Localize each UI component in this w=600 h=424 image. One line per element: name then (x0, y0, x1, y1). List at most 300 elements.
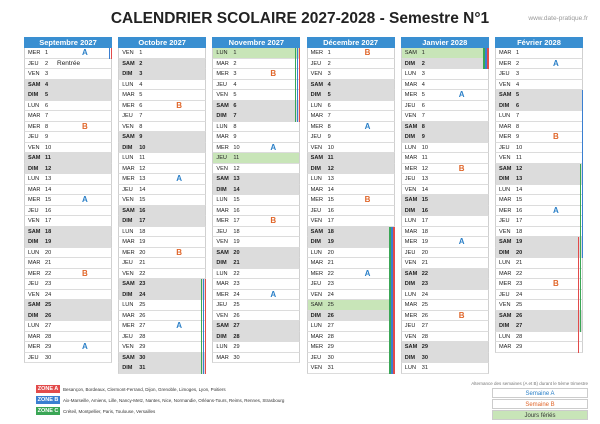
zone-academies: Créteil, Montpellier, Paris, Toulouse, Versailles (63, 408, 156, 414)
day-row (212, 311, 300, 322)
day-name: LUN (404, 291, 416, 298)
day-name: MER (310, 50, 324, 56)
week-marker: B (176, 100, 182, 110)
day-name: LUN (28, 176, 40, 182)
day-name: DIM (404, 354, 416, 361)
day-row (118, 80, 206, 91)
day-row (212, 69, 300, 80)
day-row (401, 353, 489, 364)
day-row (307, 300, 395, 311)
day-name: MER (499, 207, 512, 214)
day-row (212, 48, 300, 59)
day-number: 4 (45, 81, 49, 88)
week-marker: A (82, 48, 88, 57)
day-row (401, 59, 489, 70)
day-number: 8 (421, 123, 425, 130)
day-name: DIM (216, 333, 227, 340)
day-name: JEU (216, 302, 227, 308)
zone-academies: Aix-Marseille, Amiens, Lille, Nancy-Metz, Nantes, Nice, Normandie, Orléans-Tours, Reims, Rennes, Strasbourg (63, 397, 285, 403)
day-row (495, 290, 583, 301)
day-number: 26 (139, 312, 146, 319)
day-name: MAR (499, 197, 512, 203)
vacation-bar (578, 237, 580, 353)
day-name: MAR (216, 60, 229, 67)
day-number: 27 (327, 323, 334, 329)
day-name: JEU (216, 228, 227, 235)
day-number: 22 (45, 270, 52, 277)
day-name: LUN (216, 270, 228, 277)
day-row (401, 332, 489, 343)
day-number: 15 (516, 197, 523, 203)
day-row (118, 258, 206, 269)
day-row (307, 143, 395, 154)
day-number: 30 (233, 354, 240, 361)
day-number: 29 (327, 344, 334, 350)
day-number: 24 (516, 291, 523, 298)
day-row (212, 153, 300, 164)
day-name: LUN (404, 218, 416, 224)
day-number: 3 (327, 71, 331, 77)
day-row (24, 279, 112, 290)
day-name: VEN (28, 144, 40, 151)
day-name: LUN (122, 302, 134, 308)
week-marker: B (458, 310, 465, 320)
day-number: 27 (45, 323, 52, 329)
day-name: DIM (28, 92, 39, 98)
day-row (212, 248, 300, 259)
day-number: 4 (139, 81, 143, 88)
day-row (212, 122, 300, 133)
zone-academies: Besançon, Bordeaux, Clermont-Ferrand, Dijon, Grenoble, Limoges, Lyon, Poitiers (63, 386, 226, 392)
site-url[interactable]: www.date-pratique.fr (528, 15, 588, 22)
day-row (307, 111, 395, 122)
day-row (24, 216, 112, 227)
day-row (24, 111, 112, 122)
vacation-bar (485, 48, 487, 69)
day-number: 23 (45, 281, 52, 287)
day-number: 26 (45, 312, 52, 319)
day-name: JEU (404, 249, 416, 256)
day-name: SAM (499, 239, 512, 245)
day-name: MAR (310, 333, 324, 340)
day-name: VEN (216, 312, 228, 319)
day-row (401, 132, 489, 143)
day-row (118, 216, 206, 227)
day-row (307, 290, 395, 301)
day-row (118, 300, 206, 311)
day-name: DIM (28, 165, 39, 172)
day-number: 22 (516, 270, 523, 277)
day-number: 10 (45, 144, 52, 151)
day-row (24, 143, 112, 154)
day-number: 15 (139, 197, 146, 203)
day-name: MAR (216, 134, 229, 140)
day-number: 5 (233, 92, 237, 98)
day-row (495, 258, 583, 269)
day-row (401, 80, 489, 91)
day-number: 13 (45, 176, 52, 182)
day-name: MAR (499, 270, 512, 277)
day-number: 20 (45, 249, 52, 256)
day-number: 18 (516, 228, 523, 235)
day-number: 20 (327, 249, 334, 256)
day-number: 24 (421, 291, 429, 298)
day-row (401, 101, 489, 112)
day-name: LUN (310, 102, 322, 109)
day-number: 30 (45, 354, 52, 361)
day-number: 12 (327, 165, 334, 172)
day-number: 17 (139, 218, 146, 224)
day-name: DIM (499, 102, 510, 109)
month-header: Novembre 2027 (212, 37, 300, 48)
day-row (24, 237, 112, 248)
day-name: MER (310, 344, 324, 350)
day-name: VEN (216, 239, 228, 245)
legend-note: Alternance des semaines (A et B) durant le 5ème trimestre (471, 381, 588, 386)
day-name: JEU (216, 81, 227, 88)
day-name: MAR (404, 302, 418, 308)
day-name: MAR (28, 186, 41, 193)
day-name: VEN (122, 50, 134, 56)
day-number: 10 (516, 144, 523, 151)
week-marker: A (270, 289, 277, 299)
day-number: 13 (327, 176, 334, 182)
week-marker: B (553, 132, 559, 141)
day-number: 23 (516, 281, 523, 287)
day-name: LUN (216, 50, 228, 56)
legend-item: Jours fériés (492, 410, 588, 420)
week-marker: B (82, 121, 88, 131)
day-name: MER (499, 281, 512, 287)
day-number: 25 (45, 302, 52, 308)
day-number: 25 (421, 302, 429, 308)
day-name: JEU (499, 71, 510, 77)
day-name: DIM (28, 312, 39, 319)
day-row (307, 332, 395, 343)
day-row (118, 195, 206, 206)
day-number: 14 (139, 186, 146, 193)
day-row (24, 248, 112, 259)
vacation-bar (391, 227, 393, 374)
day-number: 19 (421, 239, 429, 245)
day-name: DIM (28, 239, 39, 245)
day-row (118, 332, 206, 343)
day-number: 1 (327, 50, 331, 56)
day-number: 19 (45, 239, 52, 245)
day-row (212, 164, 300, 175)
month-column (401, 37, 489, 374)
day-name: SAM (310, 302, 323, 308)
day-number: 15 (45, 197, 52, 203)
day-number: 11 (139, 155, 145, 161)
day-row (118, 174, 206, 185)
day-name: JEU (404, 176, 416, 182)
day-name: DIM (310, 165, 321, 172)
day-row (401, 122, 489, 133)
day-name: SAM (28, 228, 41, 235)
page-title: CALENDRIER SCOLAIRE 2027-2028 - Semestre N°1 (110, 10, 490, 27)
day-name: LUN (310, 323, 322, 329)
day-row (24, 122, 112, 133)
week-marker: A (176, 321, 182, 330)
day-number: 5 (421, 92, 425, 98)
day-row (212, 111, 300, 122)
day-row (495, 216, 583, 227)
week-marker: A (364, 268, 371, 278)
day-number: 18 (233, 228, 240, 235)
month-column (495, 37, 583, 353)
day-row (118, 185, 206, 196)
vacation-bar (201, 279, 203, 374)
day-row (495, 279, 583, 290)
day-row (24, 269, 112, 280)
day-number: 19 (233, 239, 240, 245)
day-name: MER (122, 102, 135, 109)
day-row (401, 206, 489, 217)
vacation-bar (299, 48, 301, 122)
day-number: 10 (139, 144, 146, 151)
day-name: LUN (122, 228, 134, 235)
vacation-bar (487, 48, 489, 69)
day-row (24, 90, 112, 101)
day-row (118, 342, 206, 353)
day-name: JEU (310, 134, 322, 140)
day-row (401, 258, 489, 269)
day-row (495, 342, 583, 353)
day-number: 9 (139, 134, 143, 140)
day-row (307, 342, 395, 353)
day-number: 18 (45, 228, 52, 235)
month-column (24, 37, 112, 363)
day-number: 3 (233, 71, 237, 77)
day-name: DIM (122, 144, 133, 151)
day-name: JEU (216, 155, 227, 161)
day-name: JEU (28, 207, 39, 214)
vacation-bar (297, 48, 299, 122)
day-name: MAR (404, 155, 418, 161)
day-name: MAR (310, 113, 324, 119)
day-row (307, 122, 395, 133)
day-name: MER (310, 123, 324, 130)
day-name: SAM (122, 354, 135, 361)
day-number: 27 (139, 323, 146, 329)
day-row (118, 59, 206, 70)
day-row (495, 248, 583, 259)
day-number: 7 (45, 113, 49, 119)
day-number: 26 (233, 312, 240, 319)
day-name: SAM (28, 302, 41, 308)
day-number: 14 (421, 186, 429, 193)
day-name: LUN (404, 144, 416, 151)
day-number: 24 (139, 291, 146, 298)
vacation-bar (393, 227, 395, 374)
day-number: 25 (516, 302, 523, 308)
day-row (212, 258, 300, 269)
day-name: JEU (310, 354, 322, 361)
day-row (118, 153, 206, 164)
vacation-bar (111, 48, 113, 59)
day-number: 5 (45, 92, 49, 98)
vacation-bar (203, 279, 205, 374)
day-number: 5 (327, 92, 331, 98)
day-row (401, 342, 489, 353)
day-number: 15 (233, 197, 240, 203)
day-number: 17 (516, 218, 523, 224)
day-row (495, 195, 583, 206)
day-number: 20 (516, 249, 523, 256)
week-marker: A (270, 142, 277, 152)
day-number: 29 (45, 344, 52, 350)
day-row (24, 290, 112, 301)
day-number: 11 (516, 155, 522, 161)
day-number: 4 (233, 81, 237, 88)
day-row (118, 111, 206, 122)
day-row (24, 80, 112, 91)
day-number: 25 (233, 302, 240, 308)
day-name: DIM (216, 260, 227, 266)
week-legend (492, 388, 588, 421)
day-row (495, 332, 583, 343)
day-name: MER (28, 197, 41, 203)
day-number: 8 (516, 123, 520, 130)
day-row (24, 153, 112, 164)
day-row (401, 185, 489, 196)
day-number: 27 (233, 323, 240, 329)
day-row (24, 185, 112, 196)
day-row (212, 101, 300, 112)
day-name: MAR (216, 207, 229, 214)
week-marker: A (458, 237, 465, 246)
day-name: JEU (122, 113, 133, 119)
day-name: DIM (122, 71, 133, 77)
day-row (24, 311, 112, 322)
day-row (24, 174, 112, 185)
day-row (495, 174, 583, 185)
day-number: 4 (421, 81, 425, 88)
zone-legend (36, 384, 284, 417)
day-number: 4 (327, 81, 331, 88)
day-number: 15 (327, 197, 334, 203)
day-row (307, 174, 395, 185)
day-row (495, 48, 583, 59)
day-row (118, 290, 206, 301)
day-name: MER (28, 344, 41, 350)
day-name: VEN (310, 291, 323, 298)
day-row (401, 111, 489, 122)
day-row (307, 80, 395, 91)
week-marker: A (82, 195, 88, 204)
day-number: 1 (516, 50, 520, 56)
day-number: 7 (139, 113, 143, 119)
day-number: 23 (139, 281, 146, 287)
zone-tag: ZONE A (37, 386, 59, 392)
day-row (24, 342, 112, 353)
week-marker: B (82, 268, 88, 278)
day-number: 9 (421, 134, 425, 140)
day-row (307, 237, 395, 248)
day-name: MER (28, 50, 41, 56)
week-marker: B (364, 48, 371, 57)
day-row (212, 132, 300, 143)
week-marker: A (553, 205, 559, 215)
day-name: SAM (499, 312, 512, 319)
day-name: MAR (499, 123, 512, 130)
day-row (24, 164, 112, 175)
day-row (495, 153, 583, 164)
day-number: 12 (421, 165, 429, 172)
day-name: MER (216, 218, 229, 224)
day-number: 17 (233, 218, 240, 224)
day-row (307, 59, 395, 70)
vacation-bar (582, 90, 584, 258)
day-number: 14 (233, 186, 240, 193)
day-row (212, 321, 300, 332)
day-number: 6 (45, 102, 49, 109)
day-row (307, 258, 395, 269)
day-name: SAM (216, 176, 229, 182)
day-name: SAM (404, 344, 418, 350)
day-number: 24 (45, 291, 52, 298)
day-number: 12 (139, 165, 146, 172)
zone-tag: ZONE B (37, 397, 59, 403)
day-number: 19 (327, 239, 334, 245)
day-name: DIM (404, 281, 416, 287)
day-number: 14 (327, 186, 334, 193)
day-name: MAR (216, 354, 229, 361)
day-number: 18 (139, 228, 146, 235)
vacation-bar (295, 48, 297, 122)
day-number: 11 (421, 155, 428, 161)
day-row (495, 143, 583, 154)
day-name: SAM (404, 123, 418, 130)
day-number: 29 (233, 344, 240, 350)
week-marker: A (553, 58, 559, 68)
day-name: MAR (122, 239, 135, 245)
day-row (495, 206, 583, 217)
day-number: 27 (516, 323, 523, 329)
month-header: Janvier 2028 (401, 37, 489, 48)
day-number: 15 (421, 197, 429, 203)
day-name: DIM (310, 239, 321, 245)
day-row (118, 164, 206, 175)
day-name: LUN (404, 71, 416, 77)
day-number: 12 (45, 165, 52, 172)
day-number: 3 (516, 71, 520, 77)
month-header: Décembre 2027 (307, 37, 395, 48)
day-name: SAM (122, 281, 135, 287)
day-number: 17 (421, 218, 429, 224)
day-row (212, 269, 300, 280)
month-column (307, 37, 395, 374)
day-name: LUN (310, 249, 322, 256)
day-row (24, 300, 112, 311)
day-row (118, 363, 206, 374)
day-row (118, 206, 206, 217)
day-row (212, 300, 300, 311)
day-name: SAM (310, 155, 324, 161)
day-row (307, 279, 395, 290)
day-row (401, 174, 489, 185)
day-name: MAR (122, 312, 135, 319)
day-row (212, 237, 300, 248)
day-row (307, 206, 395, 217)
day-number: 30 (327, 354, 334, 361)
day-name: MER (122, 249, 135, 256)
day-name: MAR (122, 165, 135, 172)
day-number: 24 (327, 291, 334, 298)
day-name: LUN (404, 365, 416, 371)
day-row (212, 290, 300, 301)
